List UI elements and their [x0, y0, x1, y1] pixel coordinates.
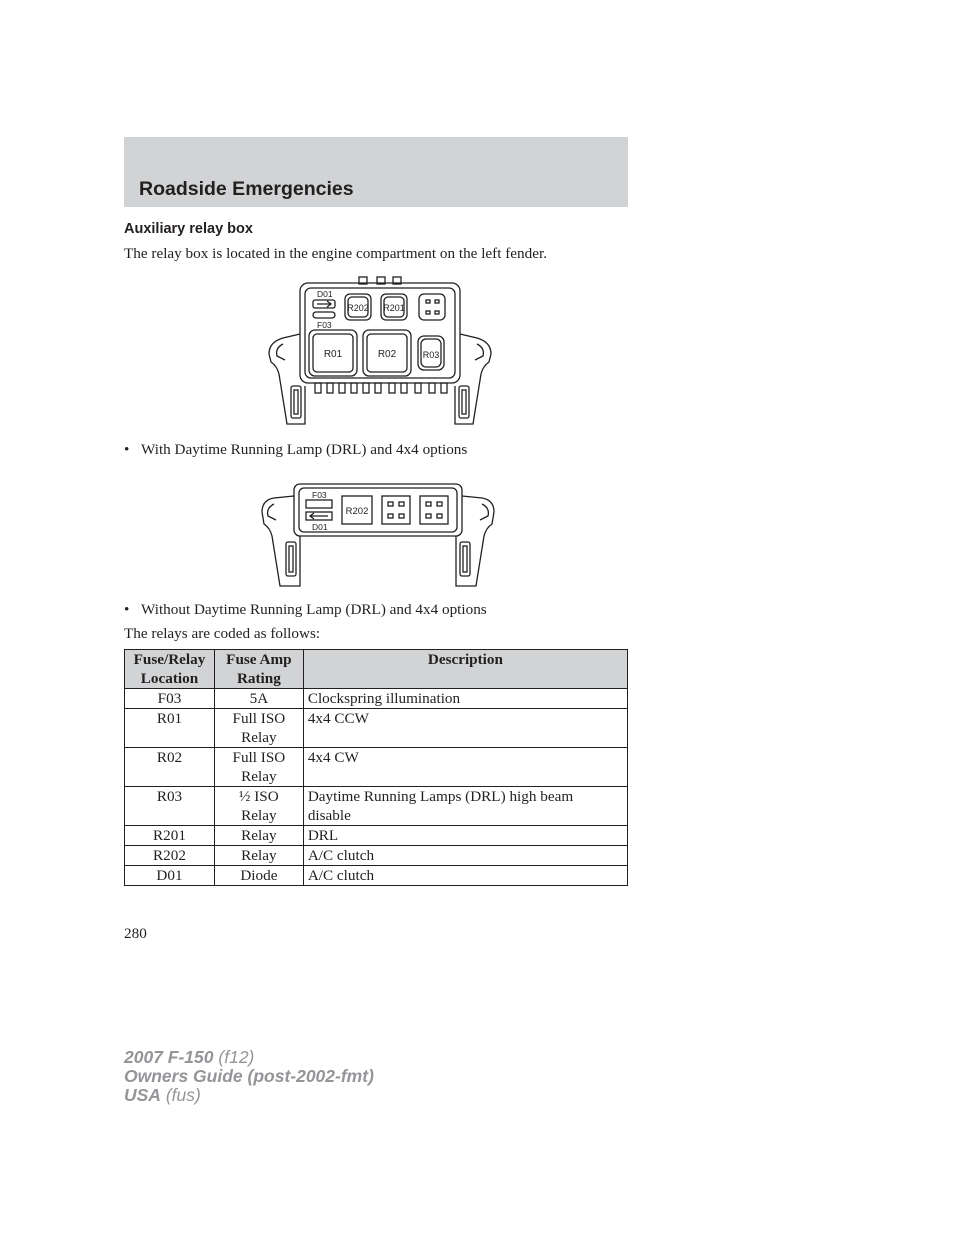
table-row — [125, 846, 628, 866]
cell-rating-line2: Relay — [241, 729, 277, 746]
page-number: 280 — [124, 925, 147, 942]
cell-rating — [214, 866, 303, 886]
cell-rating-line2: Relay — [241, 768, 277, 785]
cell-description — [303, 866, 627, 886]
cell-location: F03 — [125, 689, 215, 709]
cell-description-line1: A/C clutch — [307, 847, 375, 864]
cell-description — [303, 846, 627, 866]
table-row — [125, 689, 628, 709]
cell-location: R201 — [125, 826, 215, 846]
footer-market-code: (fus) — [165, 1085, 201, 1105]
label-r201: R201 — [383, 303, 405, 313]
section-subheading: Auxiliary relay box — [124, 221, 253, 237]
bullet-text: Without Daytime Running Lamp (DRL) and 4x4 options — [141, 601, 487, 618]
bullet-dot: • — [124, 441, 130, 458]
page-title: Roadside Emergencies — [139, 178, 354, 200]
footer-model: 2007 F-150 — [124, 1047, 214, 1067]
table-header-row — [125, 650, 628, 689]
label-d01: D01 — [317, 289, 333, 299]
cell-rating-line2: Relay — [241, 807, 277, 824]
intro-paragraph: The relay box is located in the engine compartment on the left fender. — [124, 245, 547, 262]
label-r202: R202 — [347, 303, 369, 313]
section-header-band — [124, 137, 628, 207]
table-row — [125, 748, 628, 787]
header-location-line1: Fuse/Relay — [133, 651, 206, 668]
relay-box-diagram-drl-4x4 — [265, 274, 495, 435]
footer-market: USA — [124, 1085, 161, 1105]
relays-intro: The relays are coded as follows: — [124, 625, 321, 642]
bullet-drl-4x4 — [124, 441, 467, 459]
cell-description-line2: disable — [307, 807, 351, 824]
label-r202: R202 — [345, 506, 369, 517]
label-f03: F03 — [312, 490, 327, 500]
cell-rating-line1: ½ ISO — [239, 788, 279, 805]
label-r03: R03 — [422, 350, 440, 360]
cell-location: D01 — [125, 866, 215, 886]
cell-rating — [214, 748, 303, 787]
cell-rating-line1: Relay — [241, 827, 277, 844]
cell-location: R202 — [125, 846, 215, 866]
footer-line-1 — [124, 1048, 374, 1067]
table-row — [125, 787, 628, 826]
cell-description — [303, 748, 627, 787]
cell-location: R03 — [125, 787, 215, 826]
table-row — [125, 826, 628, 846]
footer-line-2 — [124, 1067, 374, 1086]
cell-rating-line1: Full ISO — [232, 749, 286, 766]
cell-description-line1: A/C clutch — [307, 867, 375, 884]
bullet-no-drl-4x4 — [124, 601, 487, 619]
cell-rating-line1: Relay — [241, 847, 277, 864]
table-row — [125, 709, 628, 748]
cell-rating — [214, 709, 303, 748]
header-description: Description — [303, 650, 627, 689]
cell-location: R02 — [125, 748, 215, 787]
cell-rating — [214, 689, 303, 709]
cell-description-line1: DRL — [307, 827, 339, 844]
cell-rating-line1: 5A — [249, 690, 269, 707]
bullet-dot: • — [124, 601, 130, 618]
cell-description-line1: Clockspring illumination — [307, 690, 461, 707]
cell-description-line1: Daytime Running Lamps (DRL) high beam — [307, 788, 574, 805]
header-rating-line1: Fuse Amp — [226, 651, 292, 668]
footer-model-code: (f12) — [218, 1047, 255, 1067]
cell-rating — [214, 826, 303, 846]
relay-codes-table — [124, 649, 628, 886]
cell-rating — [214, 787, 303, 826]
cell-description — [303, 709, 627, 748]
cell-description — [303, 787, 627, 826]
cell-description — [303, 826, 627, 846]
cell-description-line1: 4x4 CCW — [307, 710, 369, 727]
label-r02: R02 — [377, 349, 397, 360]
bullet-text: With Daytime Running Lamp (DRL) and 4x4 options — [141, 441, 468, 458]
label-f03: F03 — [317, 320, 332, 330]
cell-location: R01 — [125, 709, 215, 748]
cell-rating-line1: Diode — [240, 867, 278, 884]
cell-rating-line1: Full ISO — [232, 710, 286, 727]
header-location — [125, 650, 215, 689]
label-d01: D01 — [312, 522, 328, 532]
header-rating — [214, 650, 303, 689]
cell-description — [303, 689, 627, 709]
document-footer — [124, 1048, 374, 1105]
relay-box-diagram-no-drl — [258, 482, 498, 597]
table-row — [125, 866, 628, 886]
footer-line-3 — [124, 1086, 374, 1105]
header-rating-line2: Rating — [236, 670, 281, 687]
cell-rating — [214, 846, 303, 866]
header-location-line2: Location — [140, 670, 199, 687]
cell-description-line1: 4x4 CW — [307, 749, 359, 766]
label-r01: R01 — [323, 349, 343, 360]
footer-guide: Owners Guide (post-2002-fmt) — [124, 1066, 374, 1086]
